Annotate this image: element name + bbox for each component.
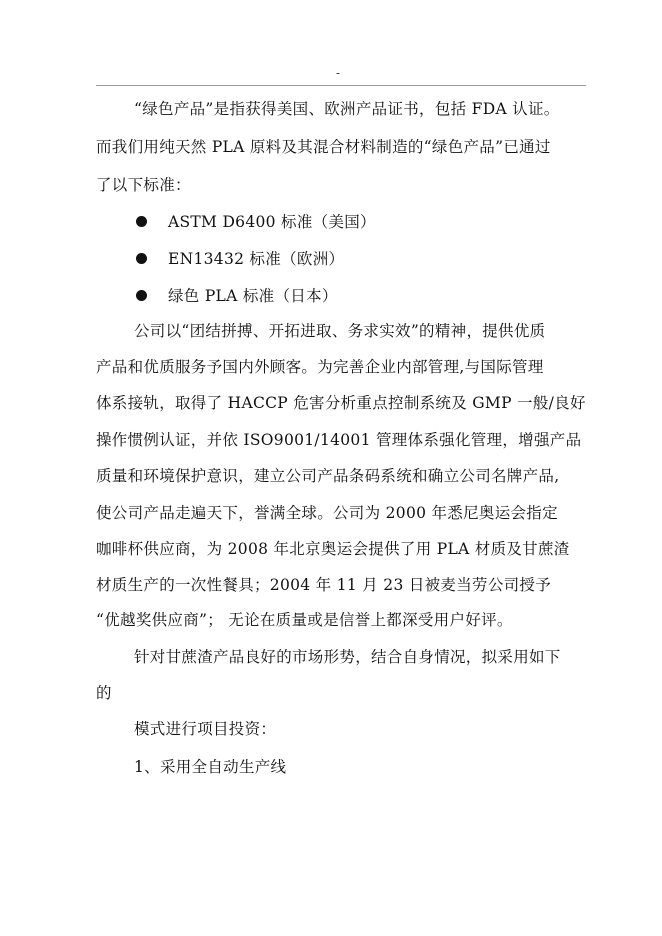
para1-line-2: 而我们用纯天然 PLA 原料及其混合材料制造的“绿色产品”已通过: [96, 138, 551, 156]
bullet-icon: [136, 253, 147, 264]
para2-line-9: “优越奖供应商”； 无论在质量或是信誉上都深受用户好评。: [96, 611, 513, 629]
standard-item-label: 绿色 PLA 标准（日本）: [168, 287, 338, 305]
para2-line-6: 使公司产品走遍天下，誉满全球。公司为 2000 年悉尼奥运会指定: [96, 504, 558, 522]
header-mark: -: [336, 66, 341, 80]
para2-line-4: 操作惯例认证，并依 ISO9001/14001 管理体系强化管理，增强产品: [96, 431, 582, 449]
para2-line-2: 产品和优质服务予国内外顾客。为完善企业内部管理,与国际管理: [96, 358, 544, 376]
para2-line-5: 质量和环境保护意识，建立公司产品条码系统和确立公司名牌产品,: [96, 467, 560, 485]
para2-line-1: 公司以“团结拼搏、开拓进取、务求实效”的精神，提供优质: [134, 322, 546, 340]
header-rule: [96, 85, 586, 86]
para2-line-8: 材质生产的一次性餐具；2004 年 11 月 23 日被麦当劳公司授予: [96, 576, 552, 594]
para3-line-3: 模式进行项目投资：: [134, 720, 277, 738]
list-item-1: 1、采用全自动生产线: [134, 758, 287, 776]
para2-line-3: 体系接轨，取得了 HACCP 危害分析重点控制系统及 GMP 一般/良好: [96, 394, 586, 412]
standard-item-label: ASTM D6400 标准（美国）: [168, 213, 376, 231]
bullet-icon: [136, 216, 147, 227]
para1-line-3: 了以下标准：: [96, 176, 191, 194]
para2-line-7: 咖啡杯供应商，为 2008 年北京奥运会提供了用 PLA 材质及甘蔗渣: [96, 540, 570, 558]
bullet-icon: [136, 290, 147, 301]
para3-line-2: 的: [96, 684, 112, 702]
para1-line-1: “绿色产品”是指获得美国、欧洲产品证书，包括 FDA 认证。: [134, 100, 560, 118]
para3-line-1: 针对甘蔗渣产品良好的市场形势，结合自身情况，拟采用如下: [134, 648, 561, 666]
standard-item-label: EN13432 标准（欧洲）: [168, 250, 345, 268]
